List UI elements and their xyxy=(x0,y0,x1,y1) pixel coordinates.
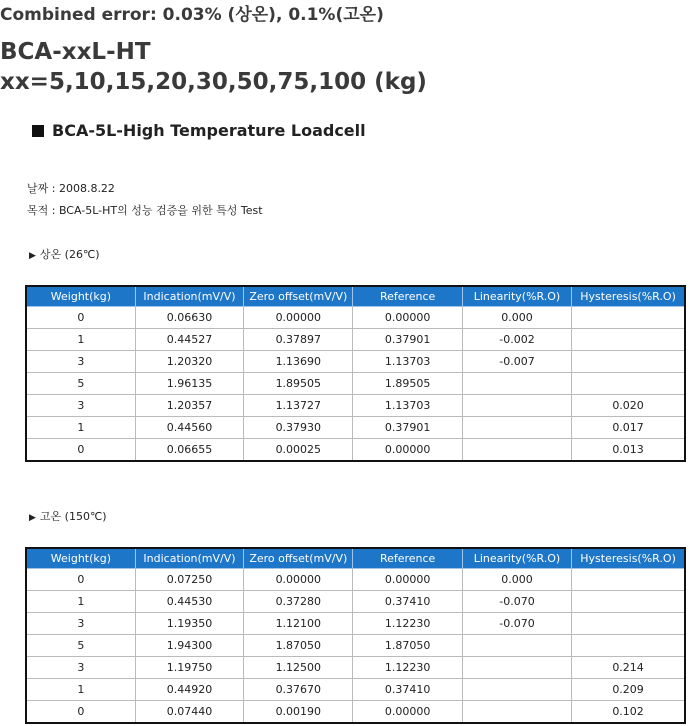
table-cell: 3 xyxy=(26,351,135,373)
table-row xyxy=(26,329,685,351)
table-cell xyxy=(572,613,685,635)
column-header: Zero offset(mV/V) xyxy=(244,548,353,569)
triangle-bullet-icon: ▶ xyxy=(29,251,36,261)
table-cell: 0.37897 xyxy=(244,329,353,351)
table-cell: 0.44530 xyxy=(135,591,243,613)
column-header: Weight(kg) xyxy=(26,548,135,569)
model-line-1: BCA-xxL-HT xyxy=(0,39,151,65)
table-row xyxy=(26,701,685,724)
table-cell xyxy=(462,395,571,417)
table-cell: 1.19750 xyxy=(135,657,243,679)
table-cell: 1.13703 xyxy=(353,351,462,373)
column-header: Reference xyxy=(353,286,462,307)
table-cell: 1.13727 xyxy=(244,395,353,417)
table-cell: 1.94300 xyxy=(135,635,243,657)
table-cell: 0.37930 xyxy=(244,417,353,439)
table-row xyxy=(26,351,685,373)
table-cell: 1.12500 xyxy=(244,657,353,679)
table-cell: 0.37670 xyxy=(244,679,353,701)
table-cell: 0.37280 xyxy=(244,591,353,613)
table-cell: 1 xyxy=(26,591,135,613)
table-row xyxy=(26,439,685,462)
table-cell: 0 xyxy=(26,307,135,329)
table-cell: -0.007 xyxy=(462,351,571,373)
model-line-2: xx=5,10,15,20,30,50,75,100 (kg) xyxy=(0,69,427,95)
table-cell: 1.20357 xyxy=(135,395,243,417)
room-temp-label-text: 상온 (26℃) xyxy=(39,248,100,261)
table-cell: -0.002 xyxy=(462,329,571,351)
table-cell xyxy=(462,439,571,462)
table-cell: 0.44527 xyxy=(135,329,243,351)
table-row xyxy=(26,657,685,679)
date-line: 날짜 : 2008.8.22 xyxy=(27,182,115,195)
table-cell: 0.07440 xyxy=(135,701,243,724)
table-cell: 0.37901 xyxy=(353,329,462,351)
table-row xyxy=(26,417,685,439)
table-row xyxy=(26,635,685,657)
table-cell: 0.209 xyxy=(572,679,685,701)
table-cell xyxy=(572,635,685,657)
model-name xyxy=(0,37,427,97)
table-cell: 1 xyxy=(26,679,135,701)
table-cell: 1.87050 xyxy=(244,635,353,657)
table-cell xyxy=(572,569,685,591)
table-cell xyxy=(572,307,685,329)
table-cell: 1.96135 xyxy=(135,373,243,395)
table-cell: 0.017 xyxy=(572,417,685,439)
column-header: Zero offset(mV/V) xyxy=(244,286,353,307)
square-bullet-icon xyxy=(32,125,44,137)
table-header-row xyxy=(26,548,685,569)
table-cell: 0.00000 xyxy=(244,307,353,329)
table-cell: 1.12230 xyxy=(353,657,462,679)
table-cell xyxy=(462,701,571,724)
table-cell: -0.070 xyxy=(462,613,571,635)
high-temp-table-body xyxy=(26,569,685,724)
table-cell xyxy=(462,635,571,657)
table-cell: 3 xyxy=(26,613,135,635)
column-header: Hysteresis(%R.O) xyxy=(572,548,685,569)
triangle-bullet-icon: ▶ xyxy=(29,513,36,523)
column-header: Indication(mV/V) xyxy=(135,548,243,569)
high-temp-label xyxy=(29,508,107,524)
table-cell: 0.06630 xyxy=(135,307,243,329)
table-cell: 0.00025 xyxy=(244,439,353,462)
table-cell: 5 xyxy=(26,373,135,395)
table-cell: 0.00190 xyxy=(244,701,353,724)
table-cell: 0.00000 xyxy=(353,307,462,329)
table-cell: -0.070 xyxy=(462,591,571,613)
table-cell: 0.00000 xyxy=(353,701,462,724)
table-cell: 1 xyxy=(26,329,135,351)
column-header: Indication(mV/V) xyxy=(135,286,243,307)
room-temp-table xyxy=(25,285,686,462)
table-cell xyxy=(572,591,685,613)
table-cell: 0.013 xyxy=(572,439,685,462)
column-header: Weight(kg) xyxy=(26,286,135,307)
table-cell: 0.020 xyxy=(572,395,685,417)
table-cell: 1.89505 xyxy=(353,373,462,395)
table-cell: 0.000 xyxy=(462,307,571,329)
table-cell: 3 xyxy=(26,395,135,417)
table-cell: 0.44560 xyxy=(135,417,243,439)
table-cell: 5 xyxy=(26,635,135,657)
high-temp-label-text: 고온 (150℃) xyxy=(39,510,107,523)
table-cell xyxy=(572,351,685,373)
table-cell: 0 xyxy=(26,701,135,724)
table-cell: 1.19350 xyxy=(135,613,243,635)
combined-error-headline: Combined error: 0.03% (상온), 0.1%(고온) xyxy=(0,5,384,25)
table-cell: 1.13703 xyxy=(353,395,462,417)
table-cell: 0.00000 xyxy=(353,439,462,462)
table-cell xyxy=(462,657,571,679)
table-row xyxy=(26,613,685,635)
table-cell xyxy=(462,373,571,395)
column-header: Hysteresis(%R.O) xyxy=(572,286,685,307)
table-cell: 0.07250 xyxy=(135,569,243,591)
table-cell xyxy=(462,417,571,439)
table-cell xyxy=(572,373,685,395)
table-cell: 1.20320 xyxy=(135,351,243,373)
table-row xyxy=(26,373,685,395)
column-header: Linearity(%R.O) xyxy=(462,548,571,569)
table-cell: 0.00000 xyxy=(353,569,462,591)
table-row xyxy=(26,569,685,591)
table-cell: 0.102 xyxy=(572,701,685,724)
room-temp-table-body xyxy=(26,307,685,462)
purpose-line: 목적 : BCA-5L-HT의 성능 검증을 위한 특성 Test xyxy=(27,204,263,217)
table-cell: 0.37410 xyxy=(353,679,462,701)
table-cell: 0.000 xyxy=(462,569,571,591)
table-cell: 1.89505 xyxy=(244,373,353,395)
table-cell: 1.12230 xyxy=(353,613,462,635)
table-row xyxy=(26,307,685,329)
table-cell: 3 xyxy=(26,657,135,679)
table-cell: 0.37410 xyxy=(353,591,462,613)
table-cell: 0.37901 xyxy=(353,417,462,439)
table-cell: 1.87050 xyxy=(353,635,462,657)
table-header-row xyxy=(26,286,685,307)
table-cell: 0 xyxy=(26,439,135,462)
table-cell xyxy=(572,329,685,351)
table-cell: 1 xyxy=(26,417,135,439)
column-header: Linearity(%R.O) xyxy=(462,286,571,307)
room-temp-label xyxy=(29,246,100,262)
document-title xyxy=(32,121,366,140)
table-row xyxy=(26,395,685,417)
document-title-text: BCA-5L-High Temperature Loadcell xyxy=(52,121,366,140)
table-cell: 0 xyxy=(26,569,135,591)
column-header: Reference xyxy=(353,548,462,569)
table-row xyxy=(26,591,685,613)
table-cell: 0.00000 xyxy=(244,569,353,591)
table-cell: 0.44920 xyxy=(135,679,243,701)
table-row xyxy=(26,679,685,701)
high-temp-table xyxy=(25,547,686,724)
table-cell: 0.06655 xyxy=(135,439,243,462)
table-cell xyxy=(462,679,571,701)
table-cell: 0.214 xyxy=(572,657,685,679)
table-cell: 1.13690 xyxy=(244,351,353,373)
table-cell: 1.12100 xyxy=(244,613,353,635)
